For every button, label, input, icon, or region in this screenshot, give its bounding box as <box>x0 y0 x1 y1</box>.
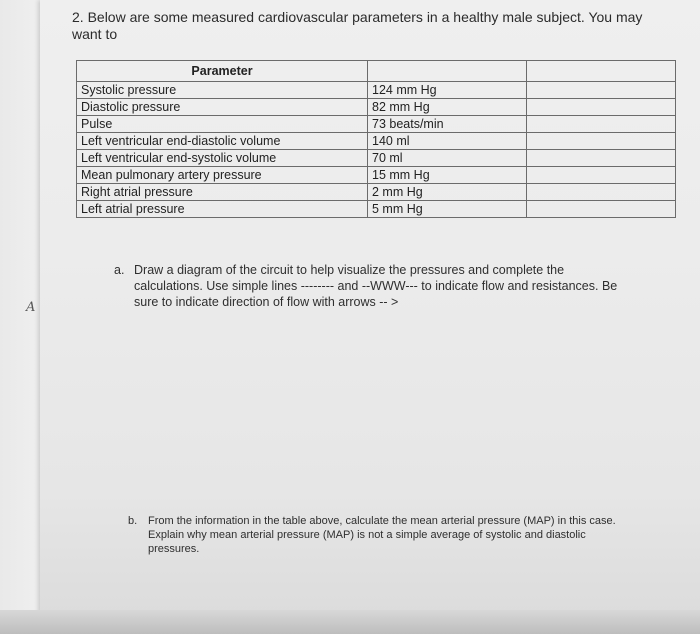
value-cell: 73 beats/min <box>368 116 527 133</box>
blank-cell <box>527 167 676 184</box>
header-value <box>368 61 527 82</box>
part-a <box>114 262 634 310</box>
blank-cell <box>527 82 676 99</box>
question-text: 2. Below are some measured cardiovascular parameters in a healthy male subject. You may want to <box>72 9 643 42</box>
value-cell: 2 mm Hg <box>368 184 527 201</box>
blank-cell <box>527 99 676 116</box>
table-row <box>77 201 676 218</box>
table-row <box>77 116 676 133</box>
blank-cell <box>527 150 676 167</box>
table-row <box>77 133 676 150</box>
value-cell: 82 mm Hg <box>368 99 527 116</box>
table-row <box>77 82 676 99</box>
part-a-label: a. <box>114 263 125 277</box>
value-cell: 15 mm Hg <box>368 167 527 184</box>
header-extra <box>527 61 676 82</box>
part-b <box>128 514 618 556</box>
blank-cell <box>527 133 676 150</box>
blank-cell <box>527 116 676 133</box>
margin-handwritten-mark: A <box>26 300 36 315</box>
blank-cell <box>527 201 676 218</box>
value-cell: 5 mm Hg <box>368 201 527 218</box>
header-parameter: Parameter <box>77 61 368 82</box>
table-row <box>77 184 676 201</box>
parameter-cell: Pulse <box>77 116 368 133</box>
part-b-text: From the information in the table above, calculate the mean arterial pressure (MAP) in this case. Explain why mean arterial pressure (MAP) is not a simple average of systolic and diastolic pressures. <box>148 515 616 555</box>
value-cell: 140 ml <box>368 133 527 150</box>
part-a-text: Draw a diagram of the circuit to help visualize the pressures and complete the calculations. Use simple lines -------- and --WWW--- to indicate flow and resistances. Be sure to indicate direction of flow with arrows -- > <box>134 263 618 309</box>
part-b-label: b. <box>128 515 138 527</box>
parameter-cell: Left ventricular end-systolic volume <box>77 150 368 167</box>
blank-cell <box>527 184 676 201</box>
parameter-cell: Mean pulmonary artery pressure <box>77 167 368 184</box>
value-cell: 70 ml <box>368 150 527 167</box>
parameter-cell: Left ventricular end-diastolic volume <box>77 133 368 150</box>
parameter-cell: Left atrial pressure <box>77 201 368 218</box>
table-header-row <box>77 61 676 82</box>
value-cell: 124 mm Hg <box>368 82 527 99</box>
parameters-table <box>76 60 676 218</box>
parameter-cell: Diastolic pressure <box>77 99 368 116</box>
page-bottom-edge <box>0 610 700 634</box>
table-row <box>77 99 676 116</box>
table-row <box>77 167 676 184</box>
parameter-cell: Systolic pressure <box>77 82 368 99</box>
parameter-cell: Right atrial pressure <box>77 184 368 201</box>
table-row <box>77 150 676 167</box>
